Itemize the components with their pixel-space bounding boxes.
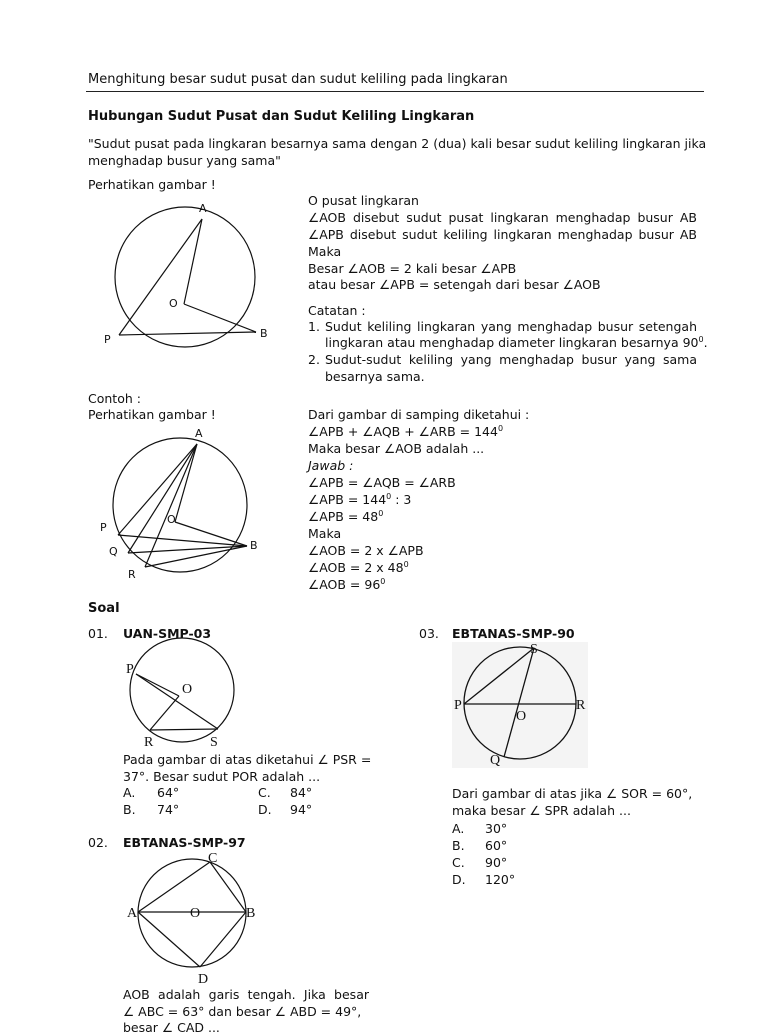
q3-option-a-letter: A.: [452, 821, 465, 836]
q3-option-c-letter: C.: [452, 855, 465, 870]
example-line-9: ∠AOB = 2 x ∠APB: [308, 543, 424, 558]
note-2-line-2: besarnya sama.: [325, 369, 425, 384]
explain-line-5: Besar ∠AOB = 2 kali besar ∠APB: [308, 261, 517, 276]
fig2-line-PB: [118, 535, 247, 546]
fig2-line-AO: [175, 444, 197, 522]
example-line-5: ∠APB = ∠AQB = ∠ARB: [308, 475, 456, 490]
q1-option-c-value: 84°: [290, 785, 313, 800]
fig2-line-AR: [145, 444, 197, 567]
q3-option-a-value: 30°: [485, 821, 508, 836]
soal-title: Soal: [88, 601, 120, 616]
explain-line-1: O pusat lingkaran: [308, 193, 419, 208]
explain-line-3: ∠APB disebut sudut keliling lingkaran menghadap busur AB: [308, 227, 697, 242]
q3-circle-diagram: [452, 640, 592, 770]
explain-line-2: ∠AOB disebut sudut pusat lingkaran menghadap busur AB: [308, 210, 697, 225]
fig2-label-A: A: [195, 427, 203, 440]
note-1-number: 1.: [308, 319, 320, 334]
example-line-2: ∠APB + ∠AQB + ∠ARB = $144^0$: [308, 423, 504, 439]
note-1-line-1: Sudut keliling lingkaran yang menghadap busur setengah: [325, 319, 697, 334]
q3-label-S: S: [530, 642, 538, 657]
note-2-number: 2.: [308, 352, 320, 367]
fig1-label-P: P: [104, 333, 111, 346]
fig2-label-R: R: [128, 568, 136, 581]
header-rule: [86, 91, 704, 92]
q2-number: 02.: [88, 835, 108, 850]
q3-text-1: Dari gambar di atas jika ∠ SOR = 60°,: [452, 786, 693, 801]
q3-label-Q: Q: [490, 753, 501, 768]
q1-line-OR: [150, 696, 179, 730]
fig2-label-B: B: [250, 539, 258, 552]
note-1-line-2: lingkaran atau menghadap diameter lingkaran besarnya $90^0$.: [325, 334, 708, 350]
example-line-7: ∠APB = $48^0$: [308, 508, 384, 524]
section-title: Hubungan Sudut Pusat dan Sudut Keliling Lingkaran: [88, 109, 475, 124]
q3-option-d-value: 120°: [485, 872, 516, 887]
example-line-1: Dari gambar di samping diketahui :: [308, 407, 530, 422]
q2-circle-diagram: [122, 850, 282, 985]
note-title: Catatan :: [308, 303, 366, 318]
q1-option-d-value: 94°: [290, 802, 313, 817]
example-line-6: ∠APB = $144^0$ : 3: [308, 491, 412, 507]
q3-option-c-value: 90°: [485, 855, 508, 870]
q3-label-P: P: [454, 698, 462, 713]
q1-option-a-value: 64°: [157, 785, 180, 800]
figure-1-circle-diagram: [100, 200, 280, 350]
q2-label-O: O: [190, 906, 201, 921]
q2-text-3: besar ∠ CAD ...: [123, 1020, 220, 1035]
q1-line-PO: [136, 674, 179, 696]
q1-option-b-value: 74°: [157, 802, 180, 817]
q1-label-P: P: [126, 662, 134, 677]
q1-option-a-letter: A.: [123, 785, 136, 800]
header-title: Menghitung besar sudut pusat dan sudut keliling pada lingkaran: [88, 72, 508, 87]
q3-option-d-letter: D.: [452, 872, 466, 887]
q1-line-RS: [150, 729, 218, 730]
q1-line-PS: [136, 674, 218, 729]
q1-source: UAN-SMP-03: [123, 626, 212, 641]
fig1-label-A: A: [199, 202, 207, 215]
explain-line-4: Maka: [308, 244, 342, 259]
q2-label-C: C: [208, 851, 218, 866]
example-answer-label: Jawab :: [308, 458, 354, 473]
quote-line-2: menghadap busur yang sama": [88, 153, 281, 168]
q1-number: 01.: [88, 626, 108, 641]
q3-text-2: maka besar ∠ SPR adalah ...: [452, 803, 631, 818]
fig2-label-P: P: [100, 521, 107, 534]
note-2-line-1: Sudut-sudut keliling yang menghadap busur yang sama: [325, 352, 697, 367]
fig2-label-O: O: [167, 513, 176, 526]
q1-label-R: R: [144, 735, 154, 750]
fig1-circle: [115, 207, 255, 347]
q3-label-O: O: [516, 709, 527, 724]
fig1-line-OB: [184, 304, 256, 332]
q3-figure-background: [452, 642, 588, 768]
q2-text-2: ∠ ABC = 63° dan besar ∠ ABD = 49°,: [123, 1004, 362, 1019]
fig2-line-AP: [118, 444, 197, 535]
q2-label-B: B: [246, 906, 256, 921]
q2-label-A: A: [127, 906, 138, 921]
q1-option-d-letter: D.: [258, 802, 272, 817]
explain-line-6: atau besar ∠APB = setengah dari besar ∠AOB: [308, 277, 601, 292]
figure-2-circle-diagram: [95, 425, 275, 581]
fig1-line-PB: [119, 332, 256, 335]
example-title: Contoh :: [88, 391, 141, 406]
q1-circle-diagram: [120, 640, 240, 750]
look-text: Perhatikan gambar !: [88, 177, 216, 192]
q3-option-b-value: 60°: [485, 838, 508, 853]
q1-text-1: Pada gambar di atas diketahui ∠ PSR =: [123, 752, 372, 767]
q2-text-1: AOB adalah garis tengah. Jika besar: [123, 987, 369, 1002]
q2-line-CB: [210, 862, 246, 912]
example-line-3: Maka besar ∠AOB adalah ...: [308, 441, 485, 456]
q1-label-S: S: [210, 735, 218, 750]
q2-label-D: D: [198, 972, 209, 987]
q3-source: EBTANAS-SMP-90: [452, 626, 575, 641]
q2-source: EBTANAS-SMP-97: [123, 835, 246, 850]
fig1-label-B: B: [260, 327, 268, 340]
q1-option-c-letter: C.: [258, 785, 271, 800]
q3-option-b-letter: B.: [452, 838, 465, 853]
q3-label-R: R: [576, 698, 586, 713]
fig2-label-Q: Q: [109, 545, 118, 558]
q3-number: 03.: [419, 626, 439, 641]
example-line-8: Maka: [308, 526, 342, 541]
example-line-10: ∠AOB = 2 x $48^0$: [308, 559, 409, 575]
q2-line-AC: [138, 862, 210, 912]
q1-text-2: 37°. Besar sudut POR adalah ...: [123, 769, 321, 784]
quote-line-1: "Sudut pusat pada lingkaran besarnya sama dengan 2 (dua) kali besar sudut keliling lingkaran jika: [88, 136, 707, 151]
example-look: Perhatikan gambar !: [88, 407, 216, 422]
example-line-11: ∠AOB = $96^0$: [308, 576, 386, 592]
q1-option-b-letter: B.: [123, 802, 136, 817]
q1-label-O: O: [182, 682, 193, 697]
fig1-label-O: O: [169, 297, 178, 310]
